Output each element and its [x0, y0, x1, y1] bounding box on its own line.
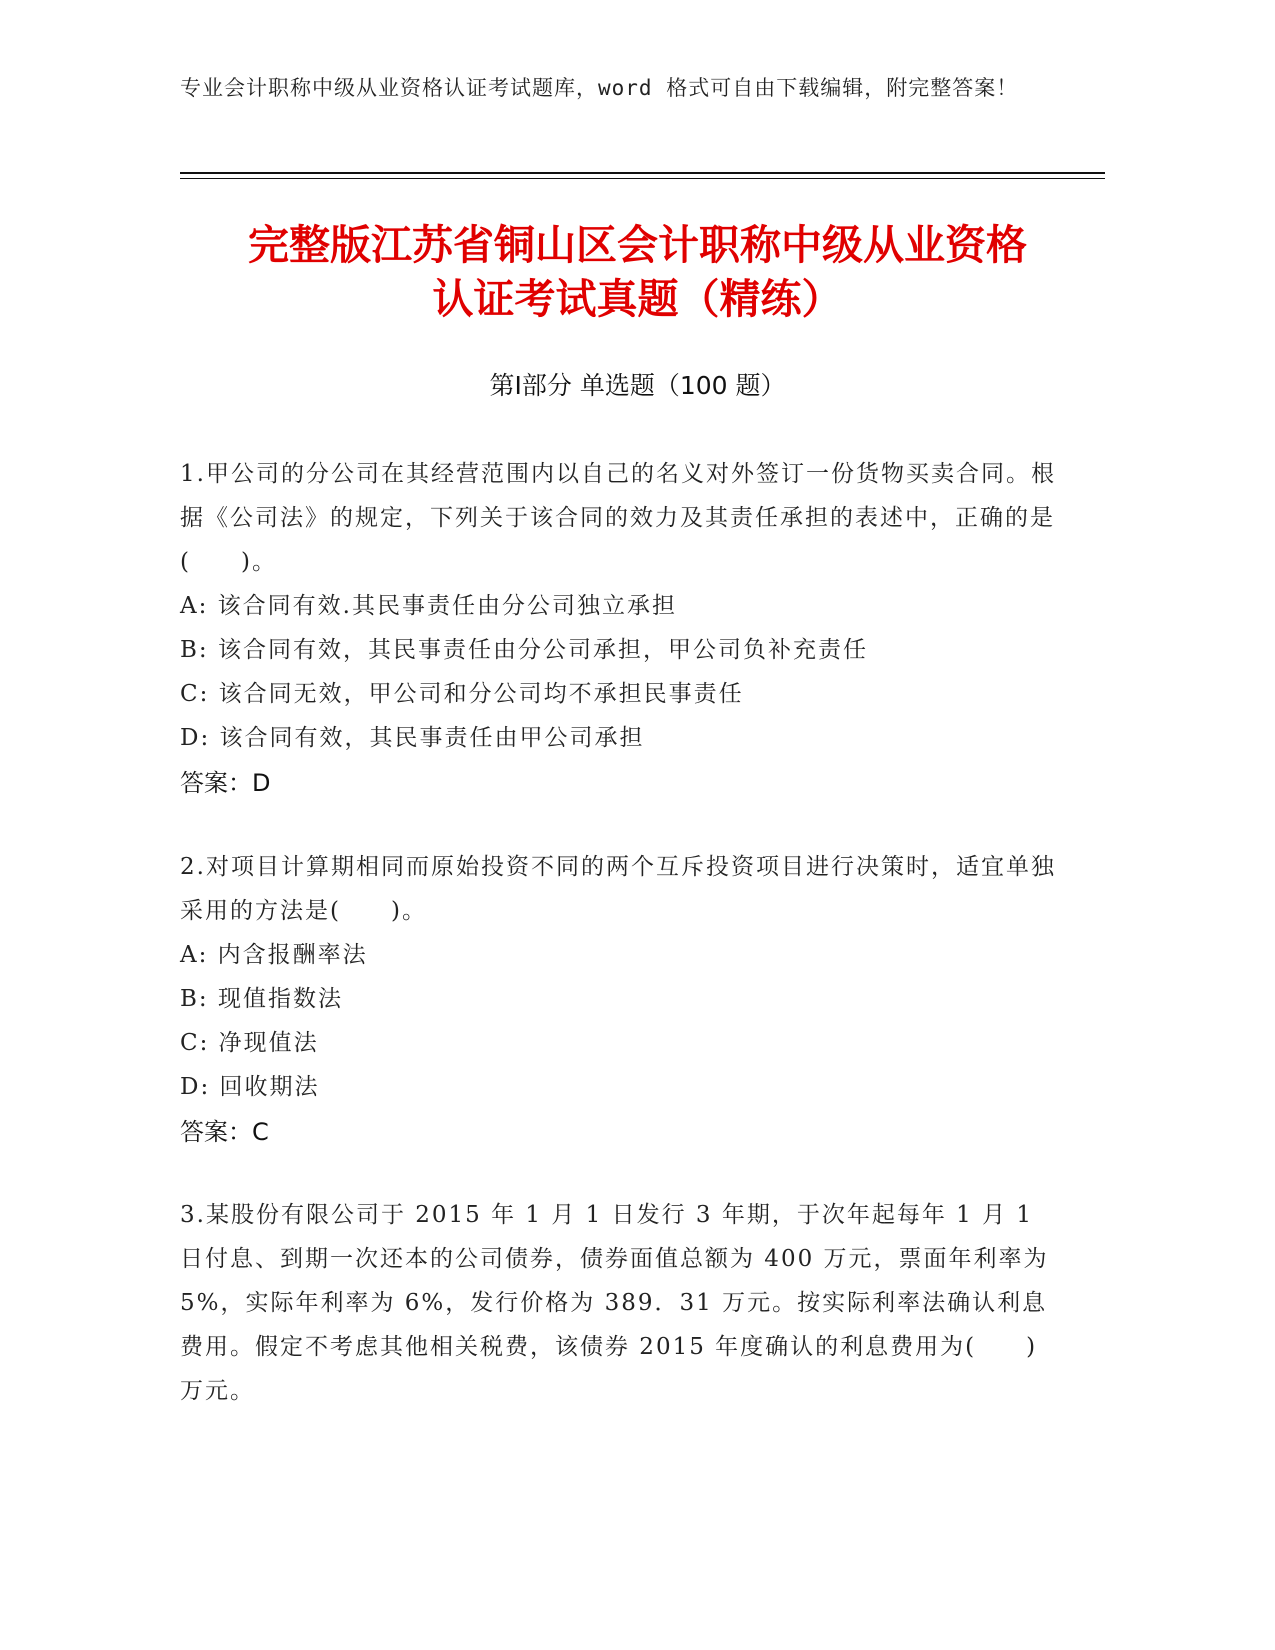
- document-title-line-1: 完整版江苏省铜山区会计职称中级从业资格: [248, 221, 1027, 269]
- section-title: 第Ⅰ部分 单选题（100 题）: [489, 371, 786, 400]
- document-title: [150, 218, 1125, 326]
- question-3: [180, 1193, 1060, 1413]
- option-a: A: 该合同有效.其民事责任由分公司独立承担: [180, 593, 677, 619]
- header-divider-thin: [180, 178, 1105, 179]
- option-c: C: 净现值法: [180, 1030, 319, 1056]
- option-c: C: 该合同无效，甲公司和分公司均不承担民事责任: [180, 681, 744, 707]
- option-d: D: 该合同有效，其民事责任由甲公司承担: [180, 725, 645, 751]
- header-note: 专业会计职称中级从业资格认证考试题库，word 格式可自由下载编辑，附完整答案！: [180, 76, 1019, 100]
- question-2: [180, 845, 1060, 1155]
- question-stem: 2.对项目计算期相同而原始投资不同的两个互斥投资项目进行决策时，适宜单独采用的方法是( )。: [180, 854, 1056, 924]
- question-1: [180, 452, 1060, 806]
- answer: 答案：D: [180, 769, 271, 797]
- option-d: D: 回收期法: [180, 1074, 320, 1100]
- answer: 答案：C: [180, 1118, 269, 1146]
- question-stem: 3.某股份有限公司于 2015 年 1 月 1 日发行 3 年期，于次年起每年 1 月 1 日付息、到期一次还本的公司债券，债券面值总额为 400 万元，票面年利率为 5%，实际年利率为 6%，发行价格为 389．31 万元。按实际利率法确认利息费用。假定不考虑其他相关税费，该债券 2015 年度确认的利息费用为( )万元。: [180, 1202, 1049, 1404]
- document-title-line-2: 认证考试真题（精练）: [432, 275, 843, 323]
- option-b: B: 该合同有效，其民事责任由分公司承担，甲公司负补充责任: [180, 637, 868, 663]
- question-stem: 1.甲公司的分公司在其经营范围内以自己的名义对外签订一份货物买卖合同。根据《公司法》的规定，下列关于该合同的效力及其责任承担的表述中，正确的是( )。: [180, 461, 1056, 575]
- option-b: B: 现值指数法: [180, 986, 343, 1012]
- option-a: A: 内含报酬率法: [180, 942, 368, 968]
- header-divider-thick: [180, 172, 1105, 174]
